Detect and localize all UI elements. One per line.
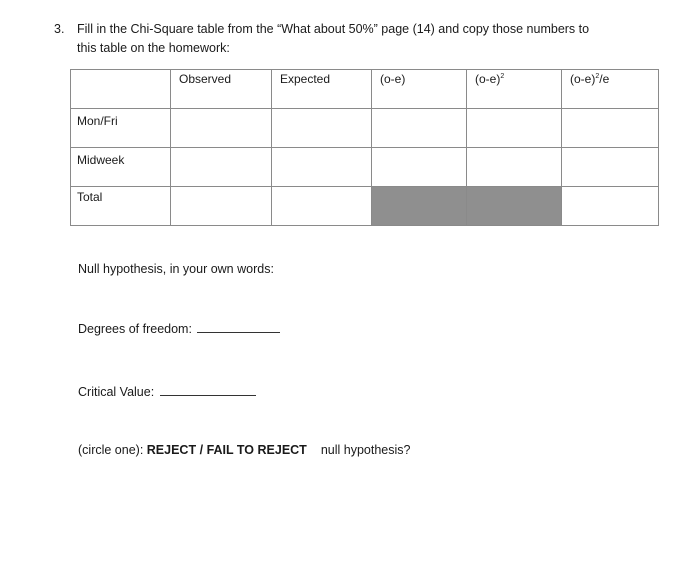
table-row: [71, 187, 659, 226]
cell-midweek-expected[interactable]: [272, 148, 372, 187]
header-expected: Expected: [272, 70, 372, 109]
cell-midweek-observed[interactable]: [171, 148, 272, 187]
chi-square-table: [70, 69, 659, 226]
cell-total-observed[interactable]: [171, 187, 272, 226]
critical-value-blank[interactable]: [160, 384, 256, 396]
cell-total-o-minus-e-squared-shaded: [467, 187, 562, 226]
cell-total-expected[interactable]: [272, 187, 372, 226]
fail-to-reject-option[interactable]: FAIL TO REJECT: [206, 443, 307, 457]
degrees-of-freedom-blank[interactable]: [197, 321, 280, 333]
option-separator: /: [199, 443, 204, 457]
critical-value-row: [78, 384, 256, 399]
cell-monfri-observed[interactable]: [171, 109, 272, 148]
question-number: 3.: [54, 22, 65, 36]
cell-total-chi-component[interactable]: [562, 187, 659, 226]
header-o-minus-e-squared: $(o-e)^2$: [467, 70, 562, 109]
header-chi-component: $(o-e)^2/e$: [562, 70, 659, 109]
null-hypothesis-prompt: Null hypothesis, in your own words:: [78, 262, 274, 276]
table-header-row: [71, 70, 659, 109]
critical-value-label: Critical Value:: [78, 385, 155, 399]
question-text-line1: Fill in the Chi-Square table from the “What about 50%” page (14) and copy those numbers to: [77, 22, 590, 36]
row-label-mon-fri: Mon/Fri: [71, 109, 171, 148]
row-label-midweek: Midweek: [71, 148, 171, 187]
question-text-line2: this table on the homework:: [77, 41, 230, 55]
table-row: [71, 148, 659, 187]
cell-midweek-chi-component[interactable]: [562, 148, 659, 187]
degrees-of-freedom-row: [78, 321, 280, 336]
cell-monfri-o-minus-e-squared[interactable]: [467, 109, 562, 148]
cell-monfri-chi-component[interactable]: [562, 109, 659, 148]
reject-option[interactable]: REJECT: [146, 443, 197, 457]
header-corner-cell: [71, 70, 171, 109]
circle-one-suffix: null hypothesis?: [320, 443, 411, 457]
degrees-of-freedom-label: Degrees of freedom:: [78, 322, 192, 336]
circle-one-prefix: (circle one):: [78, 443, 144, 457]
cell-monfri-expected[interactable]: [272, 109, 372, 148]
cell-midweek-o-minus-e-squared[interactable]: [467, 148, 562, 187]
cell-midweek-o-minus-e[interactable]: [372, 148, 467, 187]
circle-one-row: [78, 443, 410, 457]
header-o-minus-e: (o-e): [372, 70, 467, 109]
row-label-total: Total: [71, 187, 171, 226]
cell-monfri-o-minus-e[interactable]: [372, 109, 467, 148]
cell-total-o-minus-e-shaded: [372, 187, 467, 226]
table-row: [71, 109, 659, 148]
header-observed: Observed: [171, 70, 272, 109]
